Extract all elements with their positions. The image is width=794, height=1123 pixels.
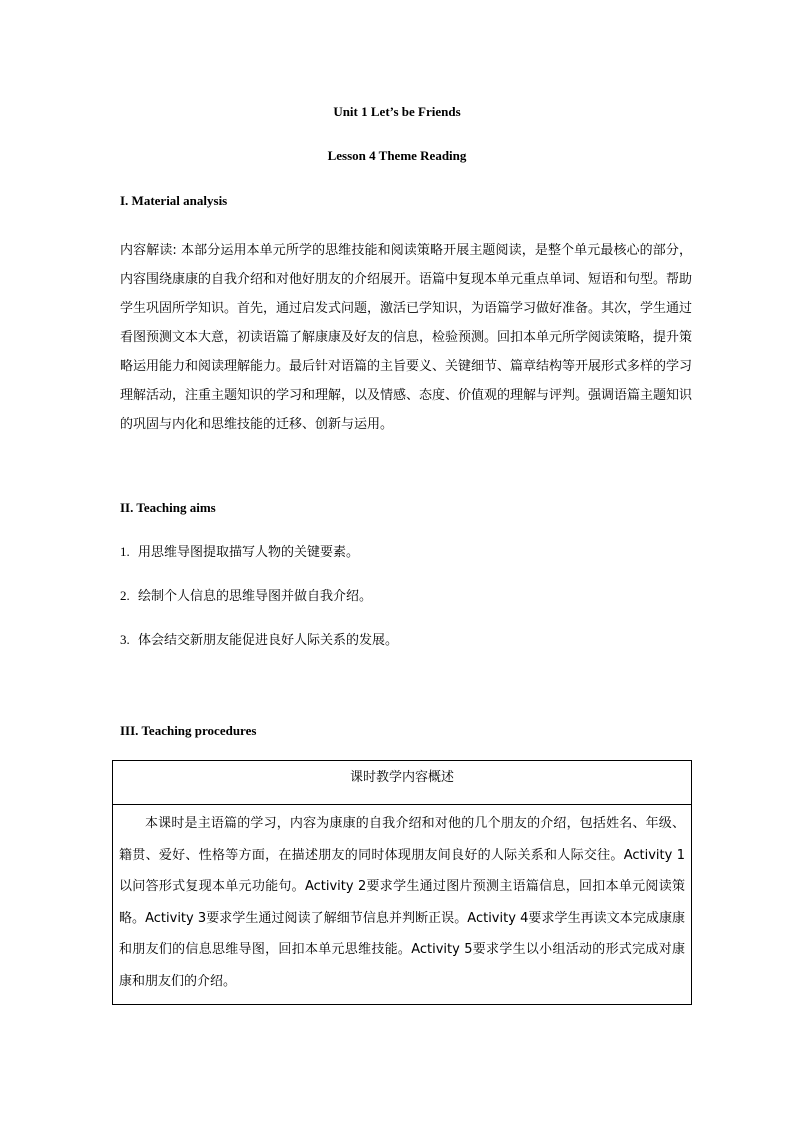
teaching-aim-item [120, 632, 692, 676]
procedures-table-body: 本课时是主语篇的学习，内容为康康的自我介绍和对他的几个朋友的介绍，包括姓名、年级、籍贯、爱好、性格等方面，在描述朋友的同时体现朋友间良好的人际关系和人际交往。Activity 1以问答形式复现本单元功能句。Activity 2要求学生通过图片预测主语篇信息，回扣本单元阅读策略。Activity 3要求学生通过阅读了解细节信息并判断正误。Activity 4要求学生再读文本完成康康和朋友们的信息思维导图，回扣本单元思维技能。Activity 5要求学生以小组活动的形式完成对康康和朋友们的介绍。 [119, 816, 685, 989]
teaching-aim-text: 用思维导图提取描写人物的关键要素。 [138, 545, 360, 560]
procedures-table [112, 760, 692, 1005]
teaching-aim-text: 体会结交新朋友能促进良好人际关系的发展。 [138, 633, 399, 648]
teaching-aim-number: 3. [120, 632, 130, 647]
teaching-aims-heading: II. Teaching aims [120, 500, 216, 515]
teaching-aim-item [120, 588, 692, 632]
teaching-aim-item [120, 544, 692, 588]
lesson-title: Lesson 4 Theme Reading [327, 148, 467, 163]
teaching-aim-text: 绘制个人信息的思维导图并做自我介绍。 [138, 589, 373, 604]
procedures-table-header: 课时教学内容概述 [113, 761, 691, 805]
teaching-aim-number: 1. [120, 544, 130, 559]
teaching-aims-list [120, 544, 692, 676]
material-analysis-text: 内容解读: 本部分运用本单元所学的思维技能和阅读策略开展主题阅读，是整个单元最核心的部分，内容围绕康康的自我介绍和对他好朋友的介绍展开。语篇中复现本单元重点单词、短语和句型。帮助学生巩固所学知识。首先，通过启发式问题，激活已学知识，为语篇学习做好准备。其次，学生通过看图预测文本大意，初读语篇了解康康及好友的信息，检验预测。回扣本单元所学阅读策略，提升策略运用能力和阅读理解能力。最后针对语篇的主旨要义、关键细节、篇章结构等开展形式多样的学习理解活动，注重主题知识的学习和理解，以及情感、态度、价值观的理解与评判。强调语篇主题知识的巩固与内化和思维技能的迁移、创新与运用。 [120, 243, 693, 432]
material-analysis-heading: I. Material analysis [120, 193, 228, 208]
teaching-procedures-heading: III. Teaching procedures [120, 723, 257, 738]
teaching-aim-number: 2. [120, 588, 130, 603]
unit-title: Unit 1 Let’s be Friends [333, 104, 461, 119]
